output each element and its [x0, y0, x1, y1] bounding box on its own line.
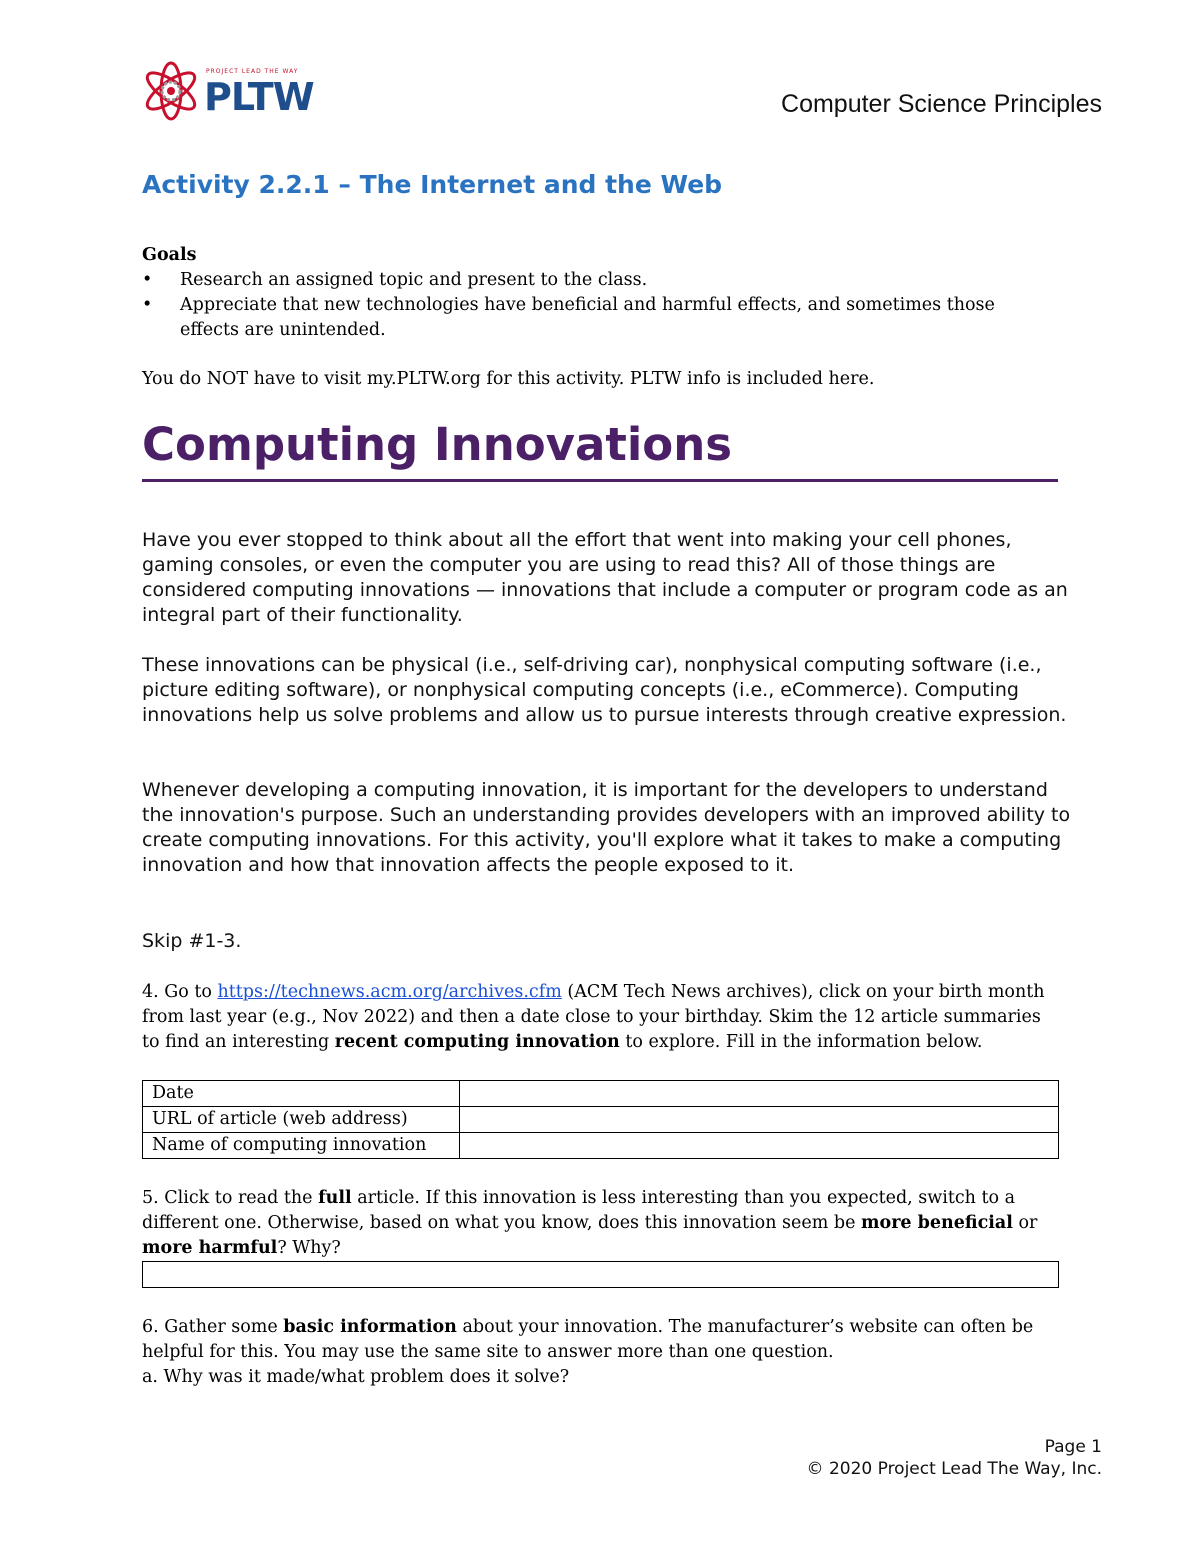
innovation-types-paragraph: These innovations can be physical (i.e., self-driving car), nonphysical computing software (i.e., picture editing software), or nonphysical computing concepts (i.e., eCommerce). Computing innovations help us solve problems and allow us to pursue interests through creative expression. — [142, 654, 1067, 726]
section-title: Computing Innovations — [142, 418, 733, 471]
title-rule — [142, 479, 1058, 482]
q6-emphasis: basic information — [283, 1317, 457, 1337]
intro-paragraph: Have you ever stopped to think about all the effort that went into making your cell phones, gaming consoles, or even the computer you are using to read this? All of those things are considered computing innovations — innovations that include a computer or program code as an integral part of their functionality. — [142, 529, 1068, 626]
goal-item — [142, 268, 1042, 293]
purpose-paragraph: Whenever developing a computing innovation, it is important for the developers to understand the innovation's purpose. Such an understanding provides developers with an improved ability to create computing innovations. For this activity, you'll explore what it takes to make a computing innovation and how that innovation affects the people exposed to it. — [142, 779, 1071, 876]
pltw-logo — [140, 55, 340, 127]
goal-item — [142, 293, 1032, 343]
question-6a: a. Why was it made/what problem does it solve? — [142, 1367, 570, 1387]
question-6 — [142, 1315, 1057, 1365]
acm-archives-link[interactable]: https://technews.acm.org/archives.cfm — [217, 982, 562, 1002]
bullet: • — [142, 270, 153, 290]
question-4 — [142, 980, 1057, 1055]
answer-cell[interactable] — [460, 1133, 1059, 1159]
table-row — [143, 1262, 1059, 1288]
q5-text: ? Why? — [277, 1238, 341, 1258]
q5-emphasis: full — [318, 1188, 352, 1208]
q5-text: article. If this innovation is less interesting than you expected, switch to a different one. Otherwise, based on what you know, does this innovation seem be — [142, 1188, 1016, 1233]
row-label: Date — [143, 1081, 460, 1107]
q5-text: or — [1012, 1213, 1038, 1233]
atom-icon — [140, 55, 202, 127]
goal-text: Appreciate that new technologies have beneficial and harmful effects, and sometimes those effects are unintended. — [180, 295, 995, 340]
table-row — [143, 1081, 1059, 1107]
q4-text: to explore. Fill in the information below. — [619, 1032, 983, 1052]
logo-tagline: PROJECT LEAD THE WAY — [206, 68, 299, 75]
table-row — [143, 1107, 1059, 1133]
row-label: Name of computing innovation — [143, 1133, 460, 1159]
table-row — [143, 1133, 1059, 1159]
q4-text: (ACM Tech News archives), click on your birth month from last year (e.g., Nov 2022) and then a date close to your birthday. Skim the 12 article summaries to find an interesting — [142, 982, 1045, 1052]
page-number: Page 1 — [1044, 1437, 1102, 1457]
copyright: © 2020 Project Lead The Way, Inc. — [806, 1459, 1102, 1479]
q4-text: 4. Go to — [142, 982, 218, 1002]
q5-emphasis: more beneficial — [861, 1213, 1013, 1233]
q5-text: 5. Click to read the — [142, 1188, 319, 1208]
course-name: Computer Science Principles — [781, 90, 1102, 118]
q4-emphasis: recent computing innovation — [334, 1032, 620, 1052]
logo-wordmark: PLTW — [204, 75, 314, 119]
skip-note: Skip #1-3. — [142, 930, 242, 952]
q6-text: 6. Gather some — [142, 1317, 284, 1337]
answer-cell[interactable] — [460, 1107, 1059, 1133]
goal-text: Research an assigned topic and present to the class. — [180, 270, 648, 290]
answer-cell[interactable] — [460, 1081, 1059, 1107]
goals-heading: Goals — [142, 245, 197, 265]
q6-text: about your innovation. The manufacturer’s website can often be helpful for this. You may use the same site to answer more than one question. — [142, 1317, 1034, 1362]
answer-cell[interactable] — [143, 1262, 1059, 1288]
question-5 — [142, 1186, 1057, 1261]
innovation-info-table — [142, 1080, 1059, 1159]
activity-title: Activity 2.2.1 – The Internet and the Web — [142, 170, 723, 199]
q5-answer-table — [142, 1261, 1059, 1288]
bullet: • — [142, 295, 153, 315]
row-label: URL of article (web address) — [143, 1107, 460, 1133]
pltw-note: You do NOT have to visit my.PLTW.org for this activity. PLTW info is included here. — [142, 369, 875, 389]
q5-emphasis: more harmful — [142, 1238, 278, 1258]
